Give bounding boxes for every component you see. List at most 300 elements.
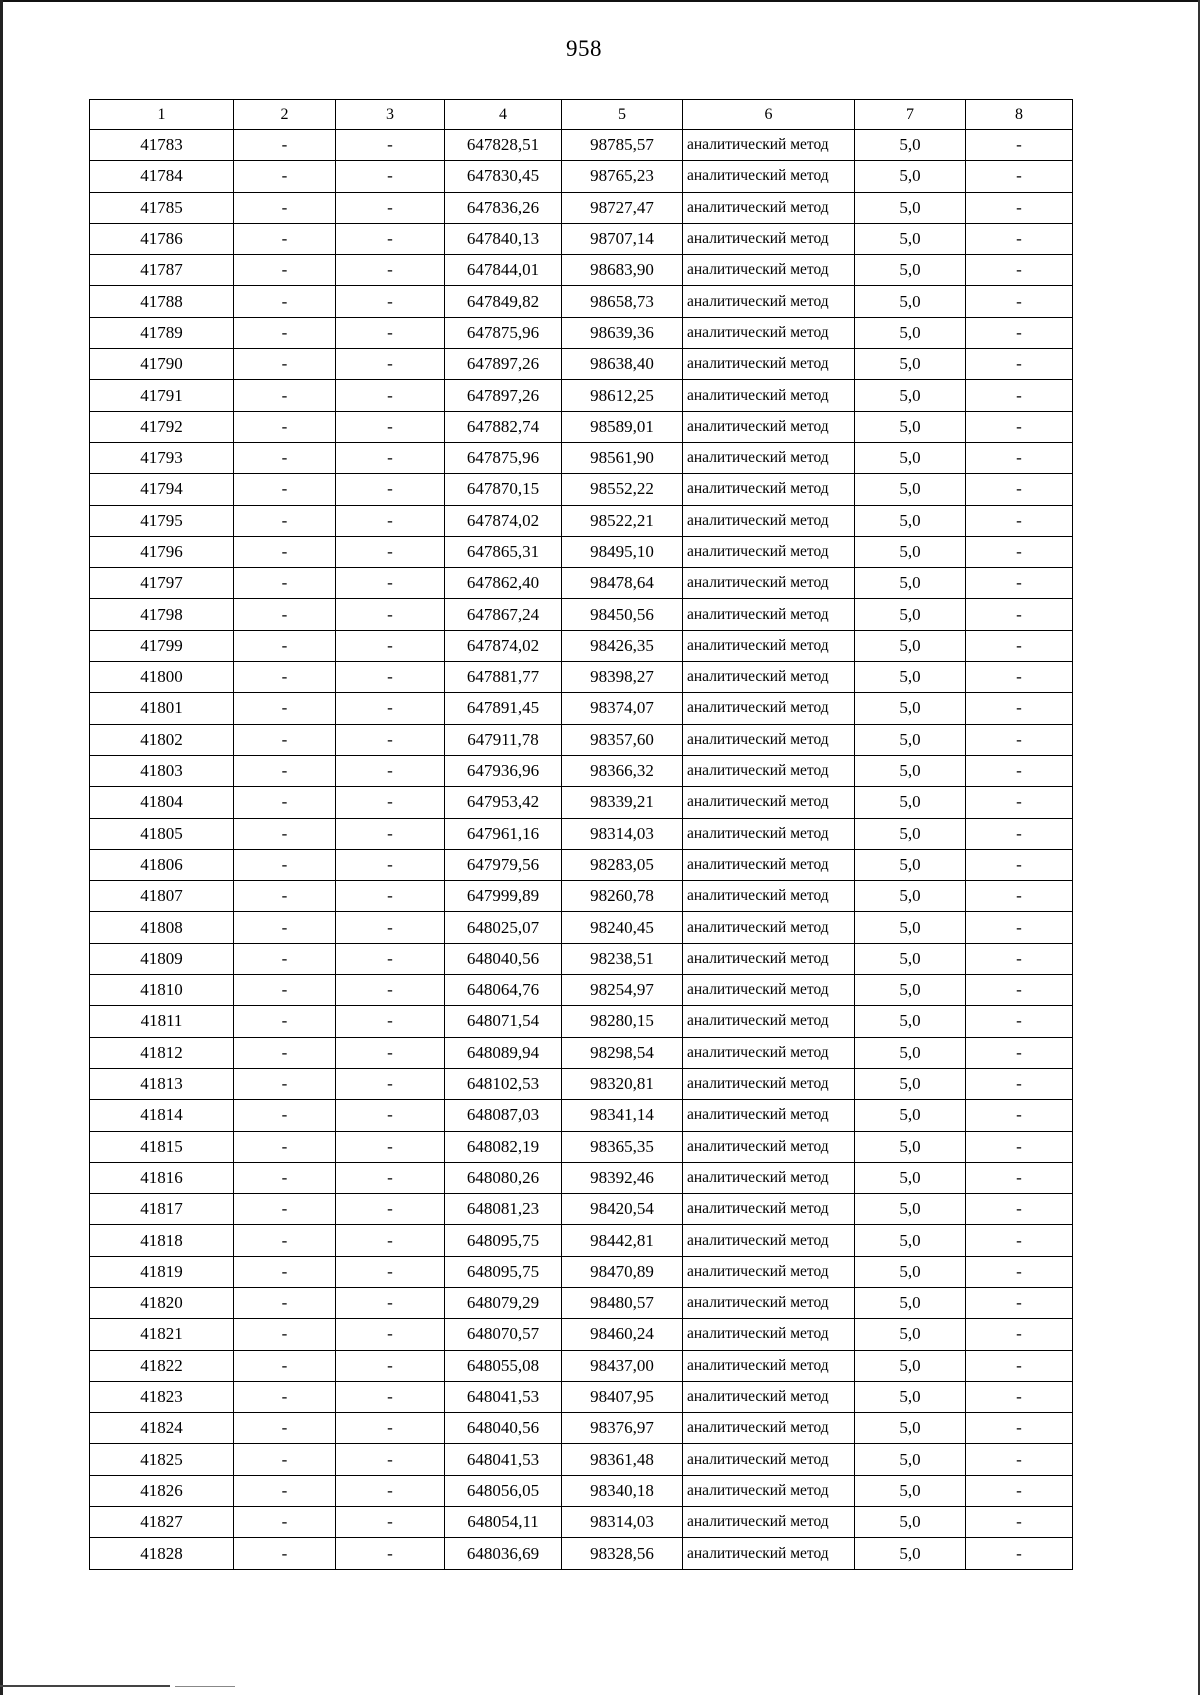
y-coordinate-cell: 98426,35 [562, 630, 683, 661]
empty-cell: - [966, 536, 1073, 567]
point-number-cell: 41815 [90, 1131, 234, 1162]
y-coordinate-cell: 98407,95 [562, 1381, 683, 1412]
accuracy-cell: 5,0 [855, 505, 966, 536]
method-cell: аналитический метод [683, 505, 855, 536]
x-coordinate-cell: 648095,75 [445, 1256, 562, 1287]
empty-cell: - [336, 1194, 445, 1225]
empty-cell: - [336, 1413, 445, 1444]
empty-cell: - [336, 1037, 445, 1068]
empty-cell: - [336, 192, 445, 223]
method-cell: аналитический метод [683, 943, 855, 974]
method-cell: аналитический метод [683, 1381, 855, 1412]
table-row [90, 505, 1073, 536]
empty-cell: - [336, 223, 445, 254]
empty-cell: - [336, 1131, 445, 1162]
method-cell: аналитический метод [683, 599, 855, 630]
y-coordinate-cell: 98639,36 [562, 317, 683, 348]
method-cell: аналитический метод [683, 662, 855, 693]
x-coordinate-cell: 647979,56 [445, 849, 562, 880]
x-coordinate-cell: 647897,26 [445, 380, 562, 411]
scan-artifact-line [175, 1686, 235, 1687]
method-cell: аналитический метод [683, 192, 855, 223]
point-number-cell: 41786 [90, 223, 234, 254]
accuracy-cell: 5,0 [855, 1475, 966, 1506]
empty-cell: - [336, 1444, 445, 1475]
x-coordinate-cell: 647875,96 [445, 317, 562, 348]
y-coordinate-cell: 98480,57 [562, 1287, 683, 1318]
y-coordinate-cell: 98260,78 [562, 881, 683, 912]
x-coordinate-cell: 647867,24 [445, 599, 562, 630]
empty-cell: - [336, 130, 445, 161]
x-coordinate-cell: 648025,07 [445, 912, 562, 943]
accuracy-cell: 5,0 [855, 255, 966, 286]
accuracy-cell: 5,0 [855, 223, 966, 254]
point-number-cell: 41795 [90, 505, 234, 536]
empty-cell: - [336, 1287, 445, 1318]
empty-cell: - [234, 787, 336, 818]
table-row [90, 787, 1073, 818]
accuracy-cell: 5,0 [855, 1068, 966, 1099]
y-coordinate-cell: 98522,21 [562, 505, 683, 536]
empty-cell: - [336, 161, 445, 192]
empty-cell: - [966, 1225, 1073, 1256]
method-cell: аналитический метод [683, 161, 855, 192]
empty-cell: - [234, 130, 336, 161]
accuracy-cell: 5,0 [855, 849, 966, 880]
empty-cell: - [966, 787, 1073, 818]
empty-cell: - [234, 818, 336, 849]
y-coordinate-cell: 98357,60 [562, 724, 683, 755]
method-cell: аналитический метод [683, 1350, 855, 1381]
point-number-cell: 41803 [90, 755, 234, 786]
y-coordinate-cell: 98254,97 [562, 975, 683, 1006]
accuracy-cell: 5,0 [855, 349, 966, 380]
empty-cell: - [234, 442, 336, 473]
point-number-cell: 41805 [90, 818, 234, 849]
accuracy-cell: 5,0 [855, 599, 966, 630]
x-coordinate-cell: 648082,19 [445, 1131, 562, 1162]
empty-cell: - [336, 1256, 445, 1287]
accuracy-cell: 5,0 [855, 1131, 966, 1162]
empty-cell: - [234, 912, 336, 943]
point-number-cell: 41788 [90, 286, 234, 317]
empty-cell: - [336, 724, 445, 755]
accuracy-cell: 5,0 [855, 1162, 966, 1193]
empty-cell: - [966, 1131, 1073, 1162]
accuracy-cell: 5,0 [855, 630, 966, 661]
empty-cell: - [234, 1350, 336, 1381]
empty-cell: - [966, 599, 1073, 630]
accuracy-cell: 5,0 [855, 787, 966, 818]
table-body [90, 130, 1073, 1570]
empty-cell: - [234, 1194, 336, 1225]
method-cell: аналитический метод [683, 442, 855, 473]
y-coordinate-cell: 98340,18 [562, 1475, 683, 1506]
empty-cell: - [336, 1538, 445, 1569]
empty-cell: - [336, 1350, 445, 1381]
x-coordinate-cell: 648041,53 [445, 1381, 562, 1412]
empty-cell: - [966, 1006, 1073, 1037]
point-number-cell: 41809 [90, 943, 234, 974]
accuracy-cell: 5,0 [855, 724, 966, 755]
point-number-cell: 41822 [90, 1350, 234, 1381]
point-number-cell: 41810 [90, 975, 234, 1006]
accuracy-cell: 5,0 [855, 380, 966, 411]
empty-cell: - [234, 1006, 336, 1037]
empty-cell: - [234, 881, 336, 912]
empty-cell: - [336, 943, 445, 974]
empty-cell: - [966, 317, 1073, 348]
table-row [90, 380, 1073, 411]
x-coordinate-cell: 648064,76 [445, 975, 562, 1006]
empty-cell: - [966, 505, 1073, 536]
y-coordinate-cell: 98280,15 [562, 1006, 683, 1037]
empty-cell: - [966, 1194, 1073, 1225]
empty-cell: - [336, 474, 445, 505]
empty-cell: - [966, 349, 1073, 380]
point-number-cell: 41793 [90, 442, 234, 473]
empty-cell: - [336, 1507, 445, 1538]
empty-cell: - [336, 286, 445, 317]
empty-cell: - [234, 1131, 336, 1162]
coordinates-table-container [89, 99, 1072, 1570]
point-number-cell: 41797 [90, 568, 234, 599]
table-row [90, 599, 1073, 630]
table-row [90, 192, 1073, 223]
column-header: 5 [562, 100, 683, 130]
empty-cell: - [966, 912, 1073, 943]
method-cell: аналитический метод [683, 1006, 855, 1037]
accuracy-cell: 5,0 [855, 943, 966, 974]
coordinates-table [89, 99, 1073, 1570]
point-number-cell: 41808 [90, 912, 234, 943]
empty-cell: - [234, 192, 336, 223]
method-cell: аналитический метод [683, 317, 855, 348]
empty-cell: - [234, 568, 336, 599]
empty-cell: - [966, 1256, 1073, 1287]
empty-cell: - [966, 1475, 1073, 1506]
table-row [90, 411, 1073, 442]
method-cell: аналитический метод [683, 1037, 855, 1068]
empty-cell: - [234, 1381, 336, 1412]
x-coordinate-cell: 648036,69 [445, 1538, 562, 1569]
table-row [90, 130, 1073, 161]
empty-cell: - [336, 568, 445, 599]
accuracy-cell: 5,0 [855, 161, 966, 192]
empty-cell: - [966, 662, 1073, 693]
empty-cell: - [336, 975, 445, 1006]
method-cell: аналитический метод [683, 1538, 855, 1569]
empty-cell: - [966, 975, 1073, 1006]
method-cell: аналитический метод [683, 1162, 855, 1193]
point-number-cell: 41800 [90, 662, 234, 693]
empty-cell: - [234, 474, 336, 505]
table-row [90, 1507, 1073, 1538]
empty-cell: - [336, 536, 445, 567]
method-cell: аналитический метод [683, 255, 855, 286]
empty-cell: - [234, 943, 336, 974]
point-number-cell: 41792 [90, 411, 234, 442]
point-number-cell: 41826 [90, 1475, 234, 1506]
empty-cell: - [234, 849, 336, 880]
accuracy-cell: 5,0 [855, 192, 966, 223]
y-coordinate-cell: 98374,07 [562, 693, 683, 724]
method-cell: аналитический метод [683, 849, 855, 880]
empty-cell: - [234, 1507, 336, 1538]
empty-cell: - [234, 317, 336, 348]
empty-cell: - [336, 411, 445, 442]
empty-cell: - [336, 881, 445, 912]
empty-cell: - [336, 1100, 445, 1131]
table-row [90, 818, 1073, 849]
table-row [90, 912, 1073, 943]
x-coordinate-cell: 648081,23 [445, 1194, 562, 1225]
y-coordinate-cell: 98366,32 [562, 755, 683, 786]
empty-cell: - [336, 693, 445, 724]
point-number-cell: 41821 [90, 1319, 234, 1350]
table-row [90, 693, 1073, 724]
empty-cell: - [234, 755, 336, 786]
empty-cell: - [966, 568, 1073, 599]
empty-cell: - [234, 1287, 336, 1318]
accuracy-cell: 5,0 [855, 1256, 966, 1287]
y-coordinate-cell: 98361,48 [562, 1444, 683, 1475]
table-row [90, 1194, 1073, 1225]
y-coordinate-cell: 98314,03 [562, 1507, 683, 1538]
table-row [90, 1319, 1073, 1350]
y-coordinate-cell: 98658,73 [562, 286, 683, 317]
x-coordinate-cell: 647882,74 [445, 411, 562, 442]
page-border-top [0, 0, 1200, 2]
x-coordinate-cell: 647844,01 [445, 255, 562, 286]
empty-cell: - [966, 943, 1073, 974]
empty-cell: - [234, 223, 336, 254]
x-coordinate-cell: 647865,31 [445, 536, 562, 567]
column-header: 3 [336, 100, 445, 130]
x-coordinate-cell: 647874,02 [445, 505, 562, 536]
table-row [90, 1475, 1073, 1506]
y-coordinate-cell: 98365,35 [562, 1131, 683, 1162]
x-coordinate-cell: 648040,56 [445, 1413, 562, 1444]
y-coordinate-cell: 98240,45 [562, 912, 683, 943]
method-cell: аналитический метод [683, 1413, 855, 1444]
empty-cell: - [336, 1319, 445, 1350]
empty-cell: - [336, 1162, 445, 1193]
empty-cell: - [234, 411, 336, 442]
method-cell: аналитический метод [683, 380, 855, 411]
empty-cell: - [234, 380, 336, 411]
point-number-cell: 41823 [90, 1381, 234, 1412]
empty-cell: - [234, 505, 336, 536]
method-cell: аналитический метод [683, 975, 855, 1006]
method-cell: аналитический метод [683, 787, 855, 818]
empty-cell: - [234, 1475, 336, 1506]
method-cell: аналитический метод [683, 755, 855, 786]
point-number-cell: 41790 [90, 349, 234, 380]
y-coordinate-cell: 98339,21 [562, 787, 683, 818]
accuracy-cell: 5,0 [855, 1225, 966, 1256]
accuracy-cell: 5,0 [855, 881, 966, 912]
table-row [90, 223, 1073, 254]
empty-cell: - [336, 662, 445, 693]
column-header: 7 [855, 100, 966, 130]
y-coordinate-cell: 98341,14 [562, 1100, 683, 1131]
table-row [90, 349, 1073, 380]
accuracy-cell: 5,0 [855, 568, 966, 599]
empty-cell: - [336, 787, 445, 818]
empty-cell: - [966, 1319, 1073, 1350]
y-coordinate-cell: 98561,90 [562, 442, 683, 473]
empty-cell: - [966, 724, 1073, 755]
x-coordinate-cell: 647911,78 [445, 724, 562, 755]
method-cell: аналитический метод [683, 693, 855, 724]
empty-cell: - [336, 442, 445, 473]
y-coordinate-cell: 98683,90 [562, 255, 683, 286]
point-number-cell: 41811 [90, 1006, 234, 1037]
y-coordinate-cell: 98638,40 [562, 349, 683, 380]
empty-cell: - [966, 1100, 1073, 1131]
empty-cell: - [234, 1444, 336, 1475]
empty-cell: - [966, 1162, 1073, 1193]
method-cell: аналитический метод [683, 286, 855, 317]
empty-cell: - [966, 1507, 1073, 1538]
empty-cell: - [966, 286, 1073, 317]
method-cell: аналитический метод [683, 1287, 855, 1318]
point-number-cell: 41819 [90, 1256, 234, 1287]
method-cell: аналитический метод [683, 912, 855, 943]
empty-cell: - [966, 192, 1073, 223]
table-row [90, 1538, 1073, 1569]
y-coordinate-cell: 98612,25 [562, 380, 683, 411]
y-coordinate-cell: 98589,01 [562, 411, 683, 442]
table-row [90, 755, 1073, 786]
method-cell: аналитический метод [683, 818, 855, 849]
x-coordinate-cell: 647961,16 [445, 818, 562, 849]
method-cell: аналитический метод [683, 411, 855, 442]
empty-cell: - [966, 223, 1073, 254]
point-number-cell: 41817 [90, 1194, 234, 1225]
x-coordinate-cell: 647953,42 [445, 787, 562, 818]
x-coordinate-cell: 648089,94 [445, 1037, 562, 1068]
accuracy-cell: 5,0 [855, 474, 966, 505]
column-header: 2 [234, 100, 336, 130]
table-row [90, 1413, 1073, 1444]
y-coordinate-cell: 98283,05 [562, 849, 683, 880]
accuracy-cell: 5,0 [855, 1006, 966, 1037]
table-row [90, 1287, 1073, 1318]
method-cell: аналитический метод [683, 568, 855, 599]
accuracy-cell: 5,0 [855, 317, 966, 348]
point-number-cell: 41806 [90, 849, 234, 880]
empty-cell: - [234, 1068, 336, 1099]
empty-cell: - [336, 255, 445, 286]
table-row [90, 1100, 1073, 1131]
table-row [90, 1131, 1073, 1162]
empty-cell: - [336, 1006, 445, 1037]
x-coordinate-cell: 647849,82 [445, 286, 562, 317]
point-number-cell: 41818 [90, 1225, 234, 1256]
empty-cell: - [966, 1538, 1073, 1569]
empty-cell: - [336, 505, 445, 536]
point-number-cell: 41785 [90, 192, 234, 223]
table-row [90, 1256, 1073, 1287]
table-row [90, 536, 1073, 567]
point-number-cell: 41789 [90, 317, 234, 348]
method-cell: аналитический метод [683, 881, 855, 912]
empty-cell: - [966, 693, 1073, 724]
method-cell: аналитический метод [683, 1256, 855, 1287]
y-coordinate-cell: 98470,89 [562, 1256, 683, 1287]
accuracy-cell: 5,0 [855, 411, 966, 442]
empty-cell: - [336, 317, 445, 348]
column-header: 4 [445, 100, 562, 130]
empty-cell: - [966, 411, 1073, 442]
y-coordinate-cell: 98707,14 [562, 223, 683, 254]
point-number-cell: 41820 [90, 1287, 234, 1318]
y-coordinate-cell: 98442,81 [562, 1225, 683, 1256]
accuracy-cell: 5,0 [855, 130, 966, 161]
x-coordinate-cell: 648102,53 [445, 1068, 562, 1099]
point-number-cell: 41796 [90, 536, 234, 567]
y-coordinate-cell: 98785,57 [562, 130, 683, 161]
x-coordinate-cell: 648041,53 [445, 1444, 562, 1475]
empty-cell: - [234, 630, 336, 661]
empty-cell: - [336, 1225, 445, 1256]
column-header: 1 [90, 100, 234, 130]
empty-cell: - [336, 1381, 445, 1412]
x-coordinate-cell: 647836,26 [445, 192, 562, 223]
point-number-cell: 41784 [90, 161, 234, 192]
x-coordinate-cell: 648080,26 [445, 1162, 562, 1193]
table-row [90, 1162, 1073, 1193]
method-cell: аналитический метод [683, 1475, 855, 1506]
accuracy-cell: 5,0 [855, 286, 966, 317]
table-row [90, 255, 1073, 286]
empty-cell: - [234, 1256, 336, 1287]
empty-cell: - [234, 1538, 336, 1569]
point-number-cell: 41804 [90, 787, 234, 818]
x-coordinate-cell: 647874,02 [445, 630, 562, 661]
empty-cell: - [966, 755, 1073, 786]
table-row [90, 1037, 1073, 1068]
point-number-cell: 41813 [90, 1068, 234, 1099]
method-cell: аналитический метод [683, 1507, 855, 1538]
x-coordinate-cell: 647828,51 [445, 130, 562, 161]
empty-cell: - [966, 849, 1073, 880]
point-number-cell: 41816 [90, 1162, 234, 1193]
empty-cell: - [966, 474, 1073, 505]
empty-cell: - [336, 912, 445, 943]
point-number-cell: 41824 [90, 1413, 234, 1444]
empty-cell: - [336, 849, 445, 880]
x-coordinate-cell: 648095,75 [445, 1225, 562, 1256]
x-coordinate-cell: 647881,77 [445, 662, 562, 693]
method-cell: аналитический метод [683, 1444, 855, 1475]
accuracy-cell: 5,0 [855, 1507, 966, 1538]
x-coordinate-cell: 647891,45 [445, 693, 562, 724]
empty-cell: - [336, 1475, 445, 1506]
x-coordinate-cell: 647875,96 [445, 442, 562, 473]
method-cell: аналитический метод [683, 1068, 855, 1099]
y-coordinate-cell: 98392,46 [562, 1162, 683, 1193]
method-cell: аналитический метод [683, 630, 855, 661]
method-cell: аналитический метод [683, 349, 855, 380]
table-row [90, 1444, 1073, 1475]
column-header: 8 [966, 100, 1073, 130]
y-coordinate-cell: 98328,56 [562, 1538, 683, 1569]
point-number-cell: 41827 [90, 1507, 234, 1538]
table-row [90, 849, 1073, 880]
